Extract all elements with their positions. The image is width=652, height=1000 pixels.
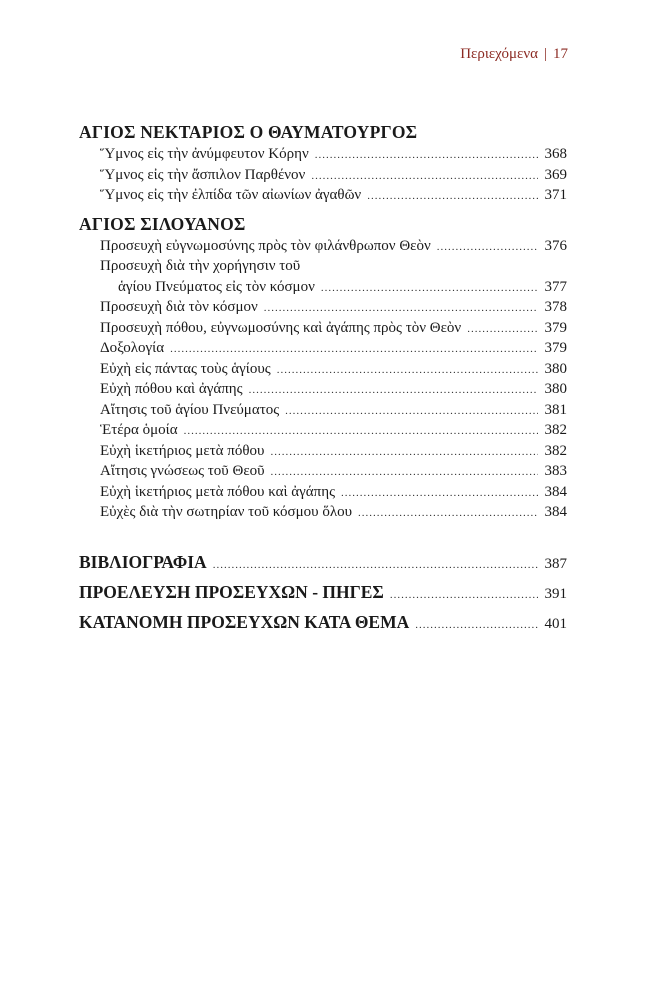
dot-leader (341, 483, 538, 504)
entry-title: Δοξολογία (100, 340, 165, 356)
major-entry-title: ΒΙΒΛΙΟΓΡΑΦΙΑ (79, 551, 207, 572)
toc-section-nektarios (79, 120, 567, 206)
page-number: 17 (553, 46, 568, 62)
dot-leader (170, 339, 538, 360)
entry-title: Εὐχὴ εἰς πάντας τοὺς ἁγίους (100, 360, 271, 377)
entry-page: 382 (544, 442, 567, 459)
running-head (460, 46, 568, 63)
entry-title-continuation: ἁγίου Πνεύματος εἰς τὸν κόσμον (118, 278, 315, 295)
major-entry-title: ΚΑΤΑΝΟΜΗ ΠΡΟΣΕΥΧΩΝ ΚΑΤΑ ΘΕΜΑ (79, 611, 410, 632)
dot-leader (415, 610, 538, 640)
dot-leader (213, 550, 538, 580)
dot-leader (390, 580, 538, 610)
dot-leader (358, 503, 538, 524)
toc-entry[interactable] (79, 379, 567, 400)
entry-title: Ὕμνος εἰς τὴν ἐλπίδα τῶν αἰωνίων ἀγαθῶν (100, 187, 362, 203)
toc-section-silouanos (79, 212, 567, 523)
dot-leader (184, 421, 538, 442)
dot-leader (285, 401, 538, 422)
entry-page: 377 (544, 278, 567, 295)
entry-page: 371 (544, 187, 567, 203)
entry-title: Εὐχὴ ἱκετήριος μετὰ πόθου (100, 442, 265, 459)
entry-page: 383 (544, 463, 567, 479)
toc-entry-continuation[interactable] (79, 277, 567, 298)
entry-title: Εὐχὲς διὰ τὴν σωτηρίαν τοῦ κόσμου ὅλου (100, 504, 353, 520)
entry-title: Προσευχὴ εὐγνωμοσύνης πρὸς τὸν φιλάνθρωπον Θεὸν (100, 237, 431, 254)
toc-entry[interactable] (79, 502, 567, 523)
toc-entry[interactable] (79, 420, 567, 441)
entry-title: Προσευχὴ πόθου, εὐγνωμοσύνης καὶ ἀγάπης πρὸς τὸν Θεὸν (100, 319, 462, 336)
toc-major-entry[interactable] (79, 577, 567, 607)
entry-page: 380 (544, 360, 567, 377)
running-head-separator: | (543, 46, 547, 62)
section-title: ΑΓΙΟΣ ΣΙΛΟΥΑΝΟΣ (79, 213, 246, 234)
dot-leader (249, 380, 538, 401)
toc-entry[interactable] (79, 400, 567, 421)
dot-leader (270, 442, 538, 463)
toc-major-entry[interactable] (79, 547, 567, 577)
dot-leader (271, 462, 538, 483)
dot-leader (367, 186, 538, 207)
toc-entry[interactable] (79, 297, 567, 318)
toc-entry[interactable] (79, 359, 567, 380)
toc-entry[interactable] (79, 144, 567, 165)
entry-page: 379 (544, 340, 567, 356)
entry-title: Αἴτησις τοῦ ἁγίου Πνεύματος (100, 401, 280, 418)
entry-title: Ὕμνος εἰς τὴν ἄσπιλον Παρθένον (100, 166, 306, 183)
major-entry-page: 401 (544, 615, 567, 632)
entry-title: Ἑτέρα ὁμοία (100, 422, 178, 438)
entry-title: Προσευχὴ διὰ τὸν κόσμον (100, 299, 258, 315)
toc-entry[interactable] (79, 165, 567, 186)
dot-leader (315, 145, 538, 166)
entry-page: 368 (544, 146, 567, 162)
entry-page: 382 (544, 422, 567, 438)
entry-page: 380 (544, 381, 567, 397)
table-of-contents (79, 120, 567, 637)
running-head-title: Περιεχόμενα (460, 46, 538, 62)
toc-entry[interactable] (79, 185, 567, 206)
entry-page: 381 (544, 401, 567, 418)
entry-page: 384 (544, 483, 567, 500)
entry-title: Αἴτησις γνώσεως τοῦ Θεοῦ (100, 463, 265, 479)
toc-entry[interactable] (79, 318, 567, 339)
major-entry-page: 391 (544, 585, 567, 602)
major-entry-page: 387 (544, 555, 567, 572)
dot-leader (467, 319, 538, 340)
dot-leader (311, 166, 538, 187)
entry-title: Προσευχὴ διὰ τὴν χορήγησιν τοῦ (100, 258, 301, 274)
toc-entry[interactable] (79, 338, 567, 359)
entry-title: Εὐχὴ ἱκετήριος μετὰ πόθου καὶ ἀγάπης (100, 483, 336, 500)
toc-entry[interactable] (79, 461, 567, 482)
entry-title: Ὕμνος εἰς τὴν ἀνύμφευτον Κόρην (100, 146, 309, 162)
dot-leader (264, 298, 538, 319)
entry-page: 384 (544, 504, 567, 520)
entry-page: 378 (544, 299, 567, 315)
major-entry-title: ΠΡΟΕΛΕΥΣΗ ΠΡΟΣΕΥΧΩΝ - ΠΗΓΕΣ (79, 581, 384, 602)
entry-title: Εὐχὴ πόθου καὶ ἀγάπης (100, 381, 243, 397)
toc-entry[interactable] (79, 236, 567, 257)
toc-major-entries (79, 547, 567, 637)
dot-leader (437, 237, 538, 258)
entry-page: 379 (544, 319, 567, 336)
dot-leader (277, 360, 538, 381)
entry-page: 369 (544, 166, 567, 183)
section-title: ΑΓΙΟΣ ΝΕΚΤΑΡΙΟΣ Ο ΘΑΥΜΑΤΟΥΡΓΟΣ (79, 122, 418, 142)
toc-entry[interactable] (79, 482, 567, 503)
dot-leader (321, 278, 538, 299)
entry-page: 376 (544, 237, 567, 254)
toc-major-entry[interactable] (79, 607, 567, 637)
toc-entry-first-line[interactable] (79, 256, 567, 277)
toc-entry[interactable] (79, 441, 567, 462)
